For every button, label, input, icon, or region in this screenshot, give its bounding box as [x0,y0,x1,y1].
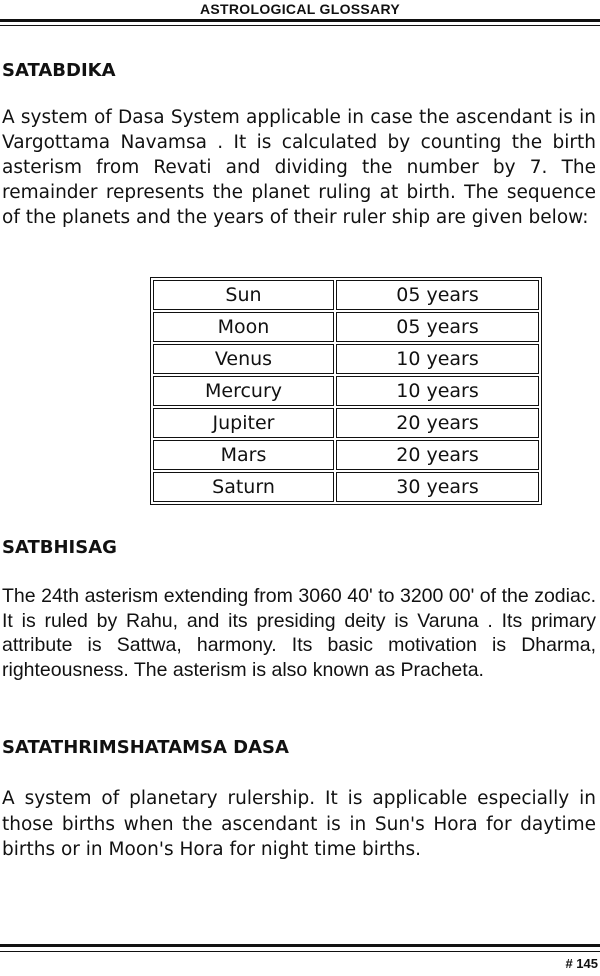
years-cell: 20 years [336,408,539,438]
footer-rule-thick [0,944,600,947]
planet-cell: Jupiter [153,408,334,438]
definition-satathrimshatamsa-dasa: A system of planetary rulership. It is applicable especially in those births when the ascendant is in Sun's Hora for daytime births or in Moon's Hora for night time births. [2,788,596,860]
definition-satabdika: A system of Dasa System applicable in case the ascendant is in Vargottama Navamsa . It is calculated by counting the birth asterism from Revati and dividing the number by 7. The remainder represents the planet ruling at birth. The sequence of the planets and the years of their ruler ship are given below: [2,107,596,228]
years-cell: 10 years [336,344,539,374]
term-satabdika: SATABDIKA [2,60,116,81]
table-row [152,343,540,375]
table-row [152,375,540,407]
planet-cell: Venus [153,344,334,374]
header-rule-thick [0,19,600,22]
planet-cell: Saturn [153,472,334,502]
years-cell: 05 years [336,280,539,310]
table-row [152,311,540,343]
table-row [152,279,540,311]
table-row [152,439,540,471]
term-satathrimshatamsa-dasa: SATATHRIMSHATAMSA DASA [2,737,289,758]
years-cell: 20 years [336,440,539,470]
planet-cell: Mars [153,440,334,470]
planet-cell: Mercury [153,376,334,406]
term-satbhisag: SATBHISAG [2,537,117,558]
running-header: ASTROLOGICAL GLOSSARY [200,1,400,17]
years-cell: 10 years [336,376,539,406]
years-cell: 30 years [336,472,539,502]
years-cell: 05 years [336,312,539,342]
footer-rule-thin [0,951,600,952]
planet-cell: Moon [153,312,334,342]
page-number: # 145 [565,956,598,971]
table-row [152,407,540,439]
header-rule-thin [0,25,600,26]
definition-satbhisag: The 24th asterism extending from 3060 40' to 3200 00' of the zodiac. It is ruled by Rahu, and its presiding deity is Varuna . Its primary attribute is Sattwa, harmony. Its basic motivation is Dharma, righteousness. The asterism is also known as Pracheta. [2,585,596,681]
dasa-ruler-table [150,277,542,505]
table-row [152,471,540,503]
planet-cell: Sun [153,280,334,310]
